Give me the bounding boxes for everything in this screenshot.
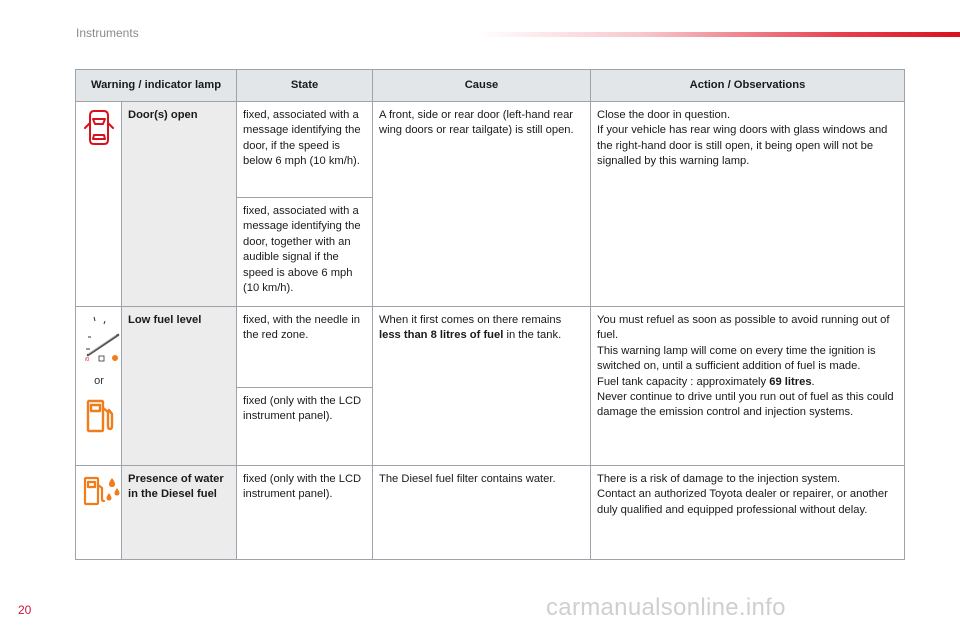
column-header-state: State: [237, 70, 373, 102]
fuel-icon-cell: [76, 307, 122, 466]
table-row: [76, 466, 905, 560]
fuel-capacity-label: Fuel tank capacity : approximately: [597, 375, 770, 388]
door-action-line-1: Close the door in question.: [597, 109, 731, 121]
fuel-action-line-1: You must refuel as soon as possible to avoid running out of fuel.: [597, 314, 890, 342]
section-title: Instruments: [76, 26, 139, 40]
fuel-action: [591, 307, 905, 466]
table-row: [76, 307, 905, 388]
water-lamp-name: Presence of water in the Diesel fuel: [122, 466, 237, 560]
door-state-2: fixed, associated with a message identifying the door, together with an audible signal if the speed is above 6 mph (10 km/h).: [237, 198, 373, 307]
water-action-line-2: Contact an authorized Toyota dealer or repairer, or another duly qualified and equipped professional without delay.: [597, 488, 888, 516]
water-in-diesel-icon: [82, 472, 122, 513]
fuel-lamp-name: Low fuel level: [122, 307, 237, 466]
column-header-cause: Cause: [373, 70, 591, 102]
fuel-cause-bold: less than 8 litres of fuel: [379, 329, 504, 342]
fuel-cause-text-2: in the tank.: [503, 329, 562, 342]
door-action-line-2: If your vehicle has rear wing doors with glass windows and the right-hand door is still open, it being open will not be signalled by this warning lamp.: [597, 124, 888, 168]
water-action-line-1: There is a risk of damage to the injection system.: [597, 473, 841, 485]
fuel-tank-capacity: [597, 375, 899, 390]
fuel-state-2: fixed (only with the LCD instrument panel).: [237, 388, 373, 466]
water-icon-cell: [76, 466, 122, 560]
fuel-cause: [373, 307, 591, 466]
column-header-action: Action / Observations: [591, 70, 905, 102]
door-cause: A front, side or rear door (left-hand rear wing doors or rear tailgate) is still open.: [373, 102, 591, 307]
door-lamp-name: Door(s) open: [122, 102, 237, 307]
fuel-state-1: fixed, with the needle in the red zone.: [237, 307, 373, 388]
water-action: [591, 466, 905, 560]
door-state-1: fixed, associated with a message identifying the door, if the speed is below 6 mph (10 km/h).: [237, 102, 373, 198]
page-number: 20: [18, 603, 32, 617]
table-header-row: [76, 70, 905, 102]
table-row: [76, 102, 905, 198]
door-icon-cell: [76, 102, 122, 307]
fuel-gauge-icon: [82, 313, 122, 368]
fuel-cause-text-1: When it first comes on there remains: [379, 314, 562, 326]
water-cause: The Diesel fuel filter contains water.: [373, 466, 591, 560]
fuel-action-line-4: Never continue to drive until you run out of fuel as this could damage the emission control and injection systems.: [597, 391, 894, 419]
fuel-action-line-2: This warning lamp will come on every time the ignition is switched on, until a sufficient addition of fuel is made.: [597, 344, 876, 373]
fuel-capacity-value: 69 litres: [769, 375, 812, 388]
warning-lamp-table: [75, 69, 905, 560]
header-accent-bar: [476, 32, 960, 37]
watermark-text: carmanualsonline.info: [546, 594, 786, 621]
column-header-lamp: Warning / indicator lamp: [76, 70, 237, 102]
door-open-icon: [84, 108, 114, 151]
fuel-pump-icon: [84, 398, 114, 439]
fuel-capacity-period: .: [811, 375, 815, 388]
water-state: fixed (only with the LCD instrument panel).: [237, 466, 373, 560]
door-action: [591, 102, 905, 307]
svg-text:/0: /0: [85, 357, 90, 363]
fuel-or-label: or: [94, 375, 104, 388]
